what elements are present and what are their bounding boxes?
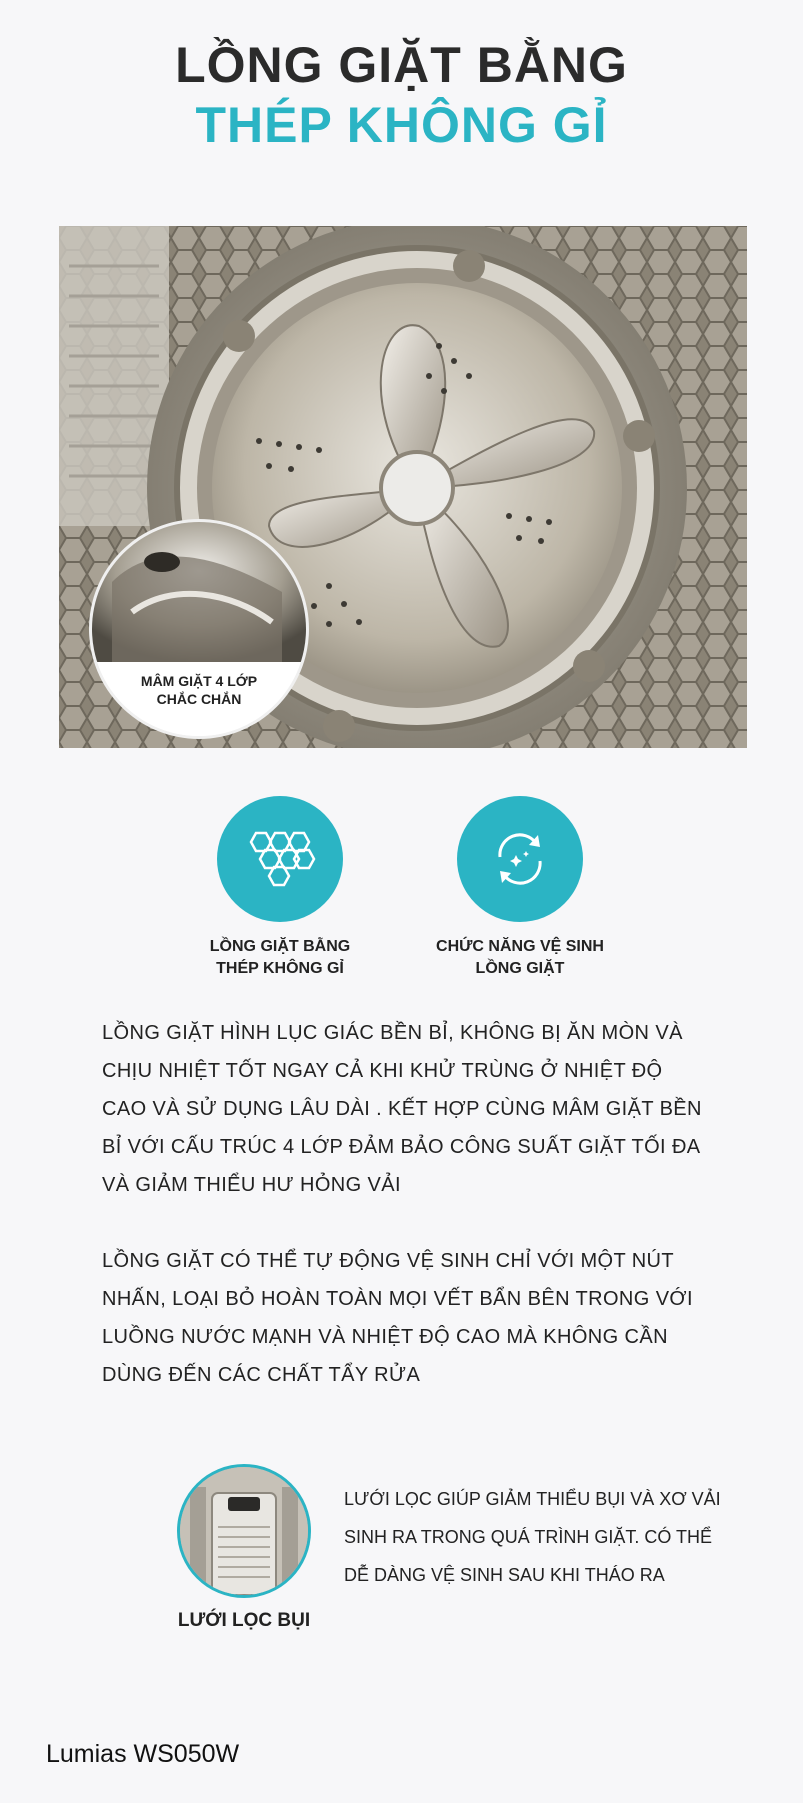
page-title-line2: THÉP KHÔNG GỈ	[195, 97, 608, 153]
self-clean-cycle-icon	[488, 827, 552, 891]
feature-icon-circle	[457, 796, 583, 922]
filter-label: LƯỚI LỌC BỤI	[177, 1610, 311, 1631]
model-name: Lumias WS050W	[46, 1740, 240, 1768]
feature-stainless-drum	[170, 796, 390, 980]
lint-filter-image	[180, 1467, 308, 1595]
inset-label-line2: CHẮC CHẮN	[156, 691, 242, 707]
feature-icon-circle	[217, 796, 343, 922]
wash-plate-inset	[92, 522, 306, 736]
feature-drum-clean	[410, 796, 630, 980]
feature-label-line2: THÉP KHÔNG GỈ	[216, 960, 344, 977]
description-paragraph-1: LỒNG GIẶT HÌNH LỤC GIÁC BỀN BỈ, KHÔNG BỊ ĂN MÒN VÀ CHỊU NHIỆT TỐT NGAY CẢ KHI KHỬ TRÙNG Ở NHIỆT ĐỘ CAO VÀ SỬ DỤNG LÂU DÀI . KẾT HỢP CÙNG MÂM GIẶT BỀN BỈ VỚI CẤU TRÚC 4 LỚP ĐẢM BẢO CÔNG SUẤT GIẶT TỐI ĐA VÀ GIẢM THIỂU HƯ HỎNG VẢI	[102, 1022, 702, 1196]
inset-label	[92, 672, 306, 708]
feature-label-line2: LỒNG GIẶT	[475, 960, 565, 977]
feature-label-line1: LỒNG GIẶT BẰNG	[209, 938, 351, 955]
inset-label-line1: MÂM GIẶT 4 LỚP	[140, 673, 258, 689]
description-paragraph-2: LỒNG GIẶT CÓ THỂ TỰ ĐỘNG VỆ SINH CHỈ VỚI MỘT NÚT NHẤN, LOẠI BỎ HOÀN TOÀN MỌI VẾT BẨN BÊN TRONG VỚI LUỒNG NƯỚC MẠNH VÀ NHIỆT ĐỘ CAO MÀ KHÔNG CẦN DÙNG ĐẾN CÁC CHẤT TẨY RỬA	[102, 1250, 693, 1386]
page-title-line1: LỒNG GIẶT BẰNG	[175, 37, 628, 93]
feature-label-line1: CHỨC NĂNG VỆ SINH	[436, 938, 604, 955]
filter-description: LƯỚI LỌC GIÚP GIẢM THIỂU BỤI VÀ XƠ VẢI SINH RA TRONG QUÁ TRÌNH GIẶT. CÓ THỂ DỄ DÀNG VỆ SINH SAU KHI THÁO RA	[344, 1489, 721, 1585]
hexagon-cluster-icon	[242, 829, 318, 889]
